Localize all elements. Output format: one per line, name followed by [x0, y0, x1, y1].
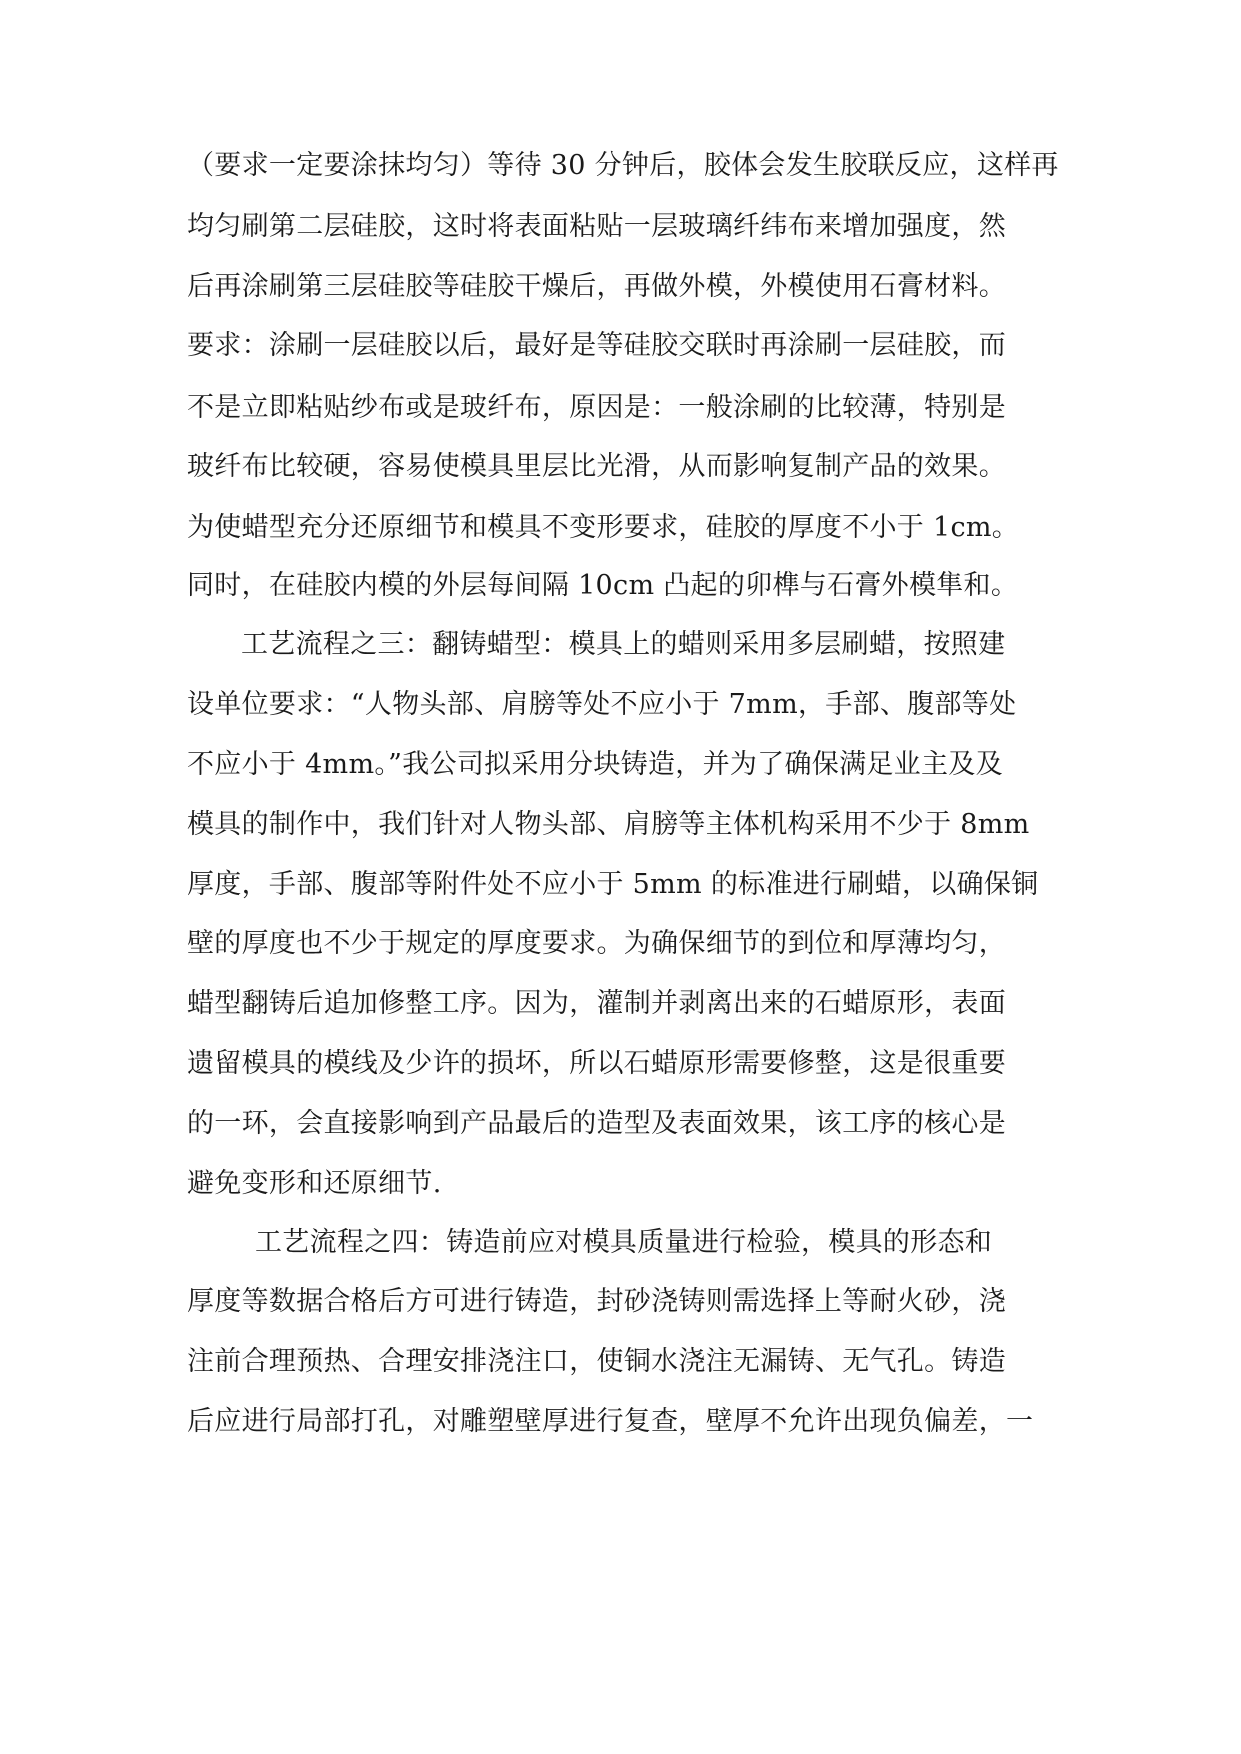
text-line: 要求：涂刷一层硅胶以后，最好是等硅胶交联时再涂刷一层硅胶，而: [187, 330, 1006, 361]
text-line: 设单位要求：“人物头部、肩膀等处不应小于 7mm，手部、腹部等处: [187, 689, 1017, 720]
text-line: 的一环，会直接影响到产品最后的造型及表面效果，该工序的核心是: [187, 1108, 1006, 1139]
text-line: 不是立即粘贴纱布或是玻纤布，原因是：一般涂刷的比较薄，特别是: [187, 392, 1006, 423]
text-line: 后再涂刷第三层硅胶等硅胶干燥后，再做外模，外模使用石膏材料。: [187, 271, 1006, 302]
text-line: 后应进行局部打孔，对雕塑壁厚进行复查，壁厚不允许出现负偏差，一: [187, 1406, 1034, 1437]
paragraph-start-line: 工艺流程之三：翻铸蜡型：模具上的蜡则采用多层刷蜡，按照建: [241, 629, 1006, 660]
paragraph-start-line: 工艺流程之四：铸造前应对模具质量进行检验，模具的形态和: [255, 1227, 993, 1258]
text-line: 不应小于 4mm。”我公司拟采用分块铸造，并为了确保满足业主及及: [187, 749, 1003, 780]
text-line: 避免变形和还原细节.: [187, 1168, 442, 1199]
text-line: 玻纤布比较硬，容易使模具里层比光滑，从而影响复制产品的效果。: [187, 451, 1006, 482]
text-line: 注前合理预热、合理安排浇注口，使铜水浇注无漏铸、无气孔。铸造: [187, 1346, 1006, 1377]
text-line: 模具的制作中，我们针对人物头部、肩膀等主体机构采用不少于 8mm: [187, 809, 1030, 840]
text-line: 壁的厚度也不少于规定的厚度要求。为确保细节的到位和厚薄均匀，: [187, 928, 1006, 959]
text-line: 蜡型翻铸后追加修整工序。因为，灌制并剥离出来的石蜡原形，表面: [187, 988, 1006, 1019]
text-line: 厚度，手部、腹部等附件处不应小于 5mm 的标准进行刷蜡，以确保铜: [187, 869, 1039, 900]
text-line: 遗留模具的模线及少许的损坏，所以石蜡原形需要修整，这是很重要: [187, 1048, 1006, 1079]
text-line: 均匀刷第二层硅胶，这时将表面粘贴一层玻璃纤纬布来增加强度，然: [187, 211, 1006, 242]
text-line: （要求一定要涂抹均匀）等待 30 分钟后，胶体会发生胶联反应，这样再: [187, 150, 1059, 181]
text-line: 厚度等数据合格后方可进行铸造，封砂浇铸则需选择上等耐火砂，浇: [187, 1286, 1006, 1317]
text-line: 为使蜡型充分还原细节和模具不变形要求，硅胶的厚度不小于 1cm。: [187, 512, 1020, 543]
text-line: 同时，在硅胶内模的外层每间隔 10cm 凸起的卯榫与石膏外模隼和。: [187, 570, 1019, 601]
